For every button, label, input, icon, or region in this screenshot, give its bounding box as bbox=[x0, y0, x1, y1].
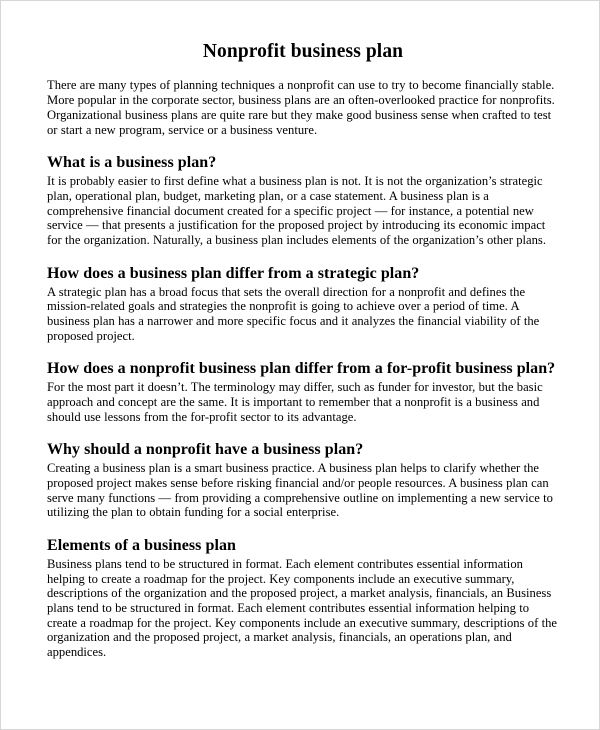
section-body-differ-from-strategic-plan: A strategic plan has a broad focus that sets the overall direction for a nonprofit and defines the mission-related goals and strategies the nonprofit is going to achieve over a period of time. A business plan has a narrower and more specific focus and it analyzes the financial viability of the proposed project. bbox=[47, 284, 540, 343]
section-heading-why-should-nonprofit-have-plan: Why should a nonprofit have a business plan? bbox=[47, 441, 364, 459]
section-body-why-should-nonprofit-have-plan: Creating a business plan is a smart business practice. A business plan helps to clarify whether the proposed project makes sense before risking financial and/or people resources. A business plan can serve many functions — from providing a comprehensive outline on implementing a new service to utilizing the plan to obtain funding for a social enterprise. bbox=[47, 461, 553, 520]
section-heading-what-is-a-business-plan: What is a business plan? bbox=[47, 154, 217, 172]
section-body-differ-from-for-profit: For the most part it doesn’t. The terminology may differ, such as funder for investor, but the basic approach and concept are the same. It is important to remember that a nonprofit is a business and should use lessons from the for-profit sector to its advantage. bbox=[47, 380, 543, 424]
section-body-what-is-a-business-plan: It is probably easier to first define what a business plan is not. It is not the organization’s strategic plan, operational plan, budget, marketing plan, or a case statement. A business plan is a comprehensive financial document created for a specific project — for instance, a potential new service — that presents a justification for the proposed project by introducing its economic impact for the organization. Naturally, a business plan includes elements of the organization’s other plans. bbox=[47, 174, 546, 247]
page-title: Nonprofit business plan bbox=[202, 41, 404, 62]
section-heading-differ-from-strategic-plan: How does a business plan differ from a strategic plan? bbox=[47, 264, 420, 282]
section-heading-differ-from-for-profit: How does a nonprofit business plan differ from a for-profit business plan? bbox=[47, 360, 556, 378]
section-body-elements-of-a-business-plan: Business plans tend to be structured in format. Each element contributes essential information helping to create a roadmap for the project. Key components include an executive summary, descriptions of the organization and the proposed project, a market analysis, financials, an Business plans tend to be structured in format. Each element contributes essential information helping to create a roadmap for the project. Key components include an executive summary, descriptions of the organization and the proposed project, a market analysis, financials, an operations plan, and appendices. bbox=[47, 556, 558, 660]
section-heading-elements-of-a-business-plan: Elements of a business plan bbox=[47, 536, 236, 554]
page-content-area bbox=[47, 1, 559, 730]
intro-paragraph: There are many types of planning techniques a nonprofit can use to try to become financially stable. More popular in the corporate sector, business plans are an often-overlooked practice for nonprofits. Organizational business plans are quite rare but they make good business sense when crafted to test or start a new program, service or a business venture. bbox=[47, 78, 555, 137]
